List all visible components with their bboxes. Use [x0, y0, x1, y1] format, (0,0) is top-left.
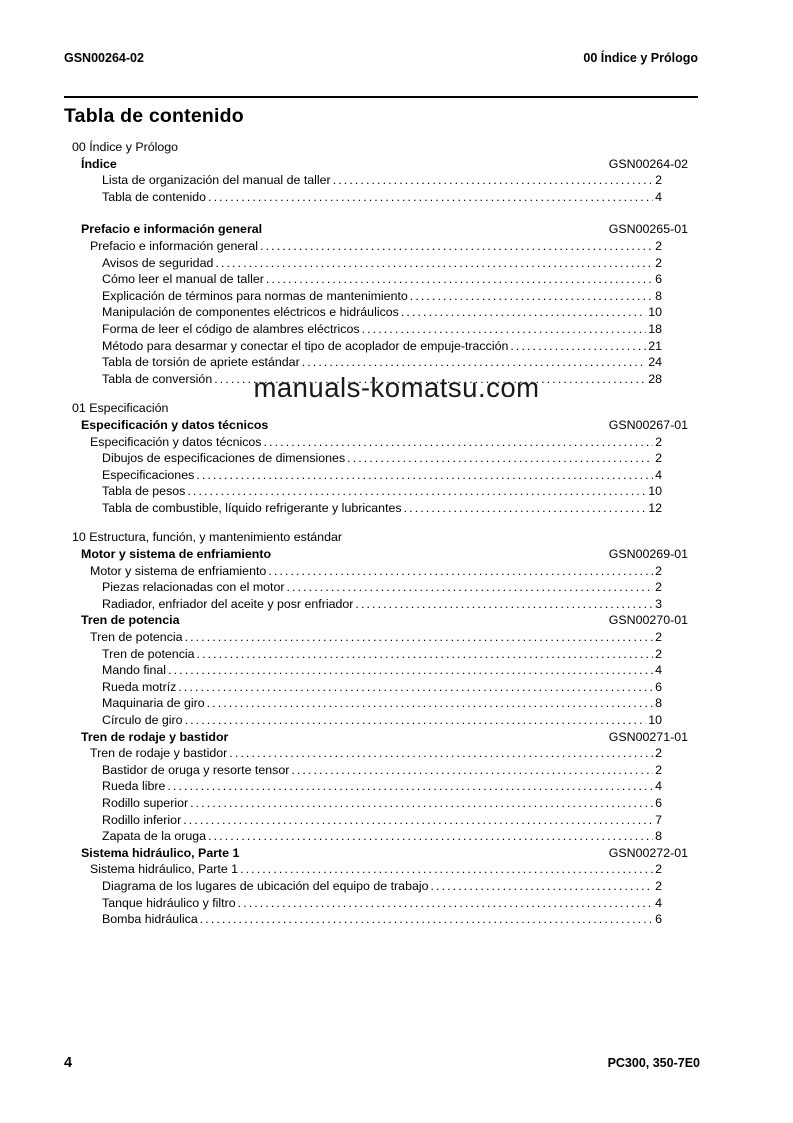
toc-entry-label: Forma de leer el código de alambres eléctricos: [102, 321, 360, 336]
toc-entry-page: 2: [655, 173, 662, 188]
toc-leader-dots: [260, 238, 653, 255]
toc-leader-dots: [287, 579, 654, 596]
toc-entry-row: [102, 596, 662, 613]
toc-leader-dots: [200, 911, 653, 928]
toc-entry-label: Bastidor de oruga y resorte tensor: [102, 762, 290, 777]
toc-section: [64, 400, 698, 516]
toc-entry-label: Tren de potencia: [102, 646, 195, 661]
toc-leader-dots: [268, 563, 653, 580]
toc-chapter-row: [81, 417, 688, 434]
toc-chapter-row: [81, 221, 688, 238]
toc-leader-dots: [240, 861, 653, 878]
toc-leader-dots: [291, 762, 653, 779]
toc-chapter-code: GSN00272-01: [608, 845, 688, 860]
toc-entry-page: 6: [655, 795, 662, 810]
toc-entry-page: 10: [648, 305, 662, 320]
toc-entry-page: 2: [655, 746, 662, 761]
toc-leader-dots: [167, 778, 653, 795]
toc-entry-label: Tren de rodaje y bastidor: [90, 746, 228, 761]
toc-leader-dots: [266, 271, 653, 288]
watermark: manuals-komatsu.com: [253, 372, 540, 403]
toc-entry-label: Lista de organización del manual de taller: [102, 173, 331, 188]
toc-leader-dots: [347, 450, 653, 467]
toc-leader-dots: [510, 338, 646, 355]
header-section-title: 00 Índice y Prólogo: [583, 51, 698, 65]
toc-entry-row: [102, 695, 662, 712]
toc-entry-row: [90, 434, 662, 451]
toc-entry-page: 2: [655, 580, 662, 595]
toc-entry-row: [102, 895, 662, 912]
toc-leader-dots: [238, 895, 653, 912]
toc-chapter-row: [81, 612, 688, 629]
toc-entry-row: [90, 563, 662, 580]
toc-entry-label: Rodillo inferior: [102, 812, 182, 827]
page-title: Tabla de contenido: [64, 105, 244, 127]
toc-chapter-code: GSN00267-01: [608, 417, 688, 432]
toc-chapter-title: Tren de rodaje y bastidor: [81, 729, 229, 744]
toc-leader-dots: [302, 354, 647, 371]
toc-leader-dots: [185, 712, 647, 729]
toc-entry-page: 4: [655, 663, 662, 678]
toc-leader-dots: [431, 878, 654, 895]
toc-entry-label: Prefacio e información general: [90, 238, 259, 253]
toc-leader-dots: [208, 828, 653, 845]
toc-section-label: 10 Estructura, función, y mantenimiento estándar: [72, 530, 342, 545]
toc-entry-page: 4: [655, 189, 662, 204]
toc-entry-label: Zapata de la oruga: [102, 829, 207, 844]
toc-entry-row: [102, 288, 662, 305]
toc-entry-row: [102, 321, 662, 338]
toc-entry-label: Dibujos de especificaciones de dimensiones: [102, 451, 346, 466]
toc-entry-label: Rodillo superior: [102, 795, 189, 810]
toc-entry-row: [102, 911, 662, 928]
toc-leader-dots: [362, 321, 647, 338]
toc-entry-page: 6: [655, 272, 662, 287]
toc-entry-label: Manipulación de componentes eléctricos e hidráulicos: [102, 305, 399, 320]
toc-chapter-title: Motor y sistema de enfriamiento: [81, 547, 272, 562]
toc-chapter-row: [81, 845, 688, 862]
toc-entry-label: Cómo leer el manual de taller: [102, 272, 264, 287]
toc-leader-dots: [168, 662, 653, 679]
toc-entry-page: 8: [655, 696, 662, 711]
toc-entry-page: 8: [655, 288, 662, 303]
toc-entry-page: 2: [655, 630, 662, 645]
toc-entry-row: [102, 579, 662, 596]
toc-leader-dots: [229, 745, 653, 762]
toc-entry-row: [102, 878, 662, 895]
toc-entry-row: [90, 745, 662, 762]
toc-entry-row: [102, 712, 662, 729]
toc-leader-dots: [197, 646, 654, 663]
toc-chapter-code: GSN00269-01: [608, 547, 688, 562]
toc-entry-row: [102, 304, 662, 321]
toc-entry-page: 6: [655, 679, 662, 694]
toc-entry-row: [102, 338, 662, 355]
toc-entry-row: [90, 861, 662, 878]
toc-entry-label: Sistema hidráulico, Parte 1: [90, 862, 239, 877]
toc-entry-label: Especificación y datos técnicos: [90, 434, 262, 449]
toc-leader-dots: [215, 255, 653, 272]
toc-entry-label: Círculo de giro: [102, 713, 183, 727]
toc-entry-row: [102, 828, 662, 845]
toc-section-label: 01 Especificación: [72, 401, 169, 416]
toc-chapter-title: Especificación y datos técnicos: [81, 417, 269, 432]
toc-entry-page: 2: [655, 646, 662, 661]
toc-leader-dots: [190, 795, 653, 812]
toc-entry-page: 24: [648, 355, 662, 370]
toc-chapter-code: GSN00270-01: [608, 613, 688, 628]
toc-entry-row: [102, 255, 662, 272]
toc-entry-label: Tabla de contenido: [102, 189, 207, 204]
toc-entry-page: 7: [655, 812, 662, 827]
toc-entry-label: Mando final: [102, 663, 167, 678]
toc-entry-label: Tabla de pesos: [102, 484, 186, 499]
toc-entry-page: 6: [655, 912, 662, 927]
toc-entry-page: 21: [648, 338, 662, 353]
toc-entry-page: 28: [648, 371, 662, 386]
toc-entry-row: [102, 467, 662, 484]
toc-section-label: 00 Índice y Prólogo: [72, 140, 179, 154]
toc-chapter-row: [81, 729, 688, 746]
toc-chapter-row: [81, 156, 688, 173]
toc-entry-page: 2: [655, 878, 662, 893]
toc-entry-row: [102, 795, 662, 812]
toc-entry-page: 18: [648, 321, 662, 336]
toc-entry-row: [102, 371, 662, 388]
toc-section: [64, 139, 698, 387]
toc-entry-row: [102, 762, 662, 779]
toc-leader-dots: [355, 596, 653, 613]
toc-chapter-title: Prefacio e información general: [81, 222, 263, 237]
toc-entry-label: Motor y sistema de enfriamiento: [90, 563, 267, 578]
footer-model: PC300, 350-7E0: [607, 1056, 700, 1070]
toc-entry-row: [102, 679, 662, 696]
toc-leader-dots: [187, 483, 646, 500]
toc-entry-label: Tabla de conversión: [102, 371, 213, 386]
toc-entry-label: Especificaciones: [102, 467, 195, 482]
toc-entry-label: Rueda libre: [102, 779, 166, 794]
table-of-contents: [64, 139, 698, 928]
toc-leader-dots: [185, 629, 654, 646]
toc-entry-row: [102, 450, 662, 467]
header-doc-code: GSN00264-02: [64, 51, 144, 65]
toc-entry-page: 4: [655, 895, 662, 910]
toc-entry-row: [102, 778, 662, 795]
toc-entry-row: [102, 812, 662, 829]
toc-entry-row: [102, 662, 662, 679]
toc-leader-dots: [410, 288, 653, 305]
toc-entry-label: Tanque hidráulico y filtro: [102, 895, 236, 910]
toc-leader-dots: [333, 172, 653, 189]
toc-entry-row: [102, 483, 662, 500]
toc-entry-label: Bomba hidráulica: [102, 912, 198, 927]
toc-chapter-title: Tren de potencia: [81, 613, 180, 628]
toc-entry-row: [102, 271, 662, 288]
toc-entry-page: 4: [655, 467, 662, 482]
header-rule: [64, 96, 698, 98]
toc-leader-dots: [208, 189, 653, 206]
toc-entry-label: Diagrama de los lugares de ubicación del equipo de trabajo: [102, 878, 429, 893]
toc-leader-dots: [196, 467, 653, 484]
toc-entry-label: Tabla de combustible, líquido refrigerante y lubricantes: [102, 500, 402, 515]
toc-entry-page: 3: [655, 596, 662, 611]
toc-leader-dots: [178, 679, 653, 696]
toc-entry-page: 10: [648, 713, 662, 727]
toc-entry-page: 2: [655, 238, 662, 253]
toc-entry-label: Maquinaria de giro: [102, 696, 205, 711]
toc-entry-row: [102, 189, 662, 206]
toc-entry-page: 8: [655, 829, 662, 844]
toc-entry-label: Piezas relacionadas con el motor: [102, 580, 285, 595]
toc-entry-page: 10: [648, 484, 662, 499]
toc-entry-row: [102, 172, 662, 189]
toc-entry-label: Tabla de torsión de apriete estándar: [102, 355, 300, 370]
toc-entry-page: 4: [655, 779, 662, 794]
toc-leader-dots: [264, 434, 654, 451]
toc-entry-row: [102, 500, 662, 517]
toc-entry-page: 2: [655, 451, 662, 466]
toc-entry-page: 2: [655, 255, 662, 270]
toc-entry-label: Avisos de seguridad: [102, 255, 214, 270]
toc-leader-dots: [214, 371, 646, 388]
toc-chapter-title: Sistema hidráulico, Parte 1: [81, 845, 240, 860]
toc-entry-row: [90, 629, 662, 646]
toc-chapter-code: GSN00271-01: [608, 729, 688, 744]
toc-entry-page: 2: [655, 762, 662, 777]
toc-leader-dots: [401, 304, 646, 321]
toc-entry-page: 2: [655, 434, 662, 449]
toc-chapter-code: GSN00265-01: [608, 222, 688, 237]
toc-leader-dots: [183, 812, 653, 829]
toc-entry-row: [90, 238, 662, 255]
toc-entry-page: 12: [648, 500, 662, 515]
toc-entry-row: [102, 646, 662, 663]
footer-page-number: 4: [64, 1055, 73, 1071]
toc-chapter-title: Índice: [81, 156, 117, 171]
page-header: [64, 0, 698, 66]
toc-entry-page: 2: [655, 563, 662, 578]
toc-chapter-row: [81, 546, 688, 563]
toc-entry-row: [102, 354, 662, 371]
toc-entry-label: Rueda motríz: [102, 679, 177, 694]
toc-leader-dots: [404, 500, 647, 517]
page-footer: [64, 1055, 700, 1071]
toc-entry-page: 2: [655, 862, 662, 877]
toc-entry-label: Radiador, enfriador del aceite y posr enfriador: [102, 596, 354, 611]
toc-leader-dots: [207, 695, 653, 712]
toc-entry-label: Tren de potencia: [90, 630, 183, 645]
toc-entry-label: Explicación de términos para normas de mantenimiento: [102, 288, 408, 303]
toc-section: [64, 529, 698, 927]
toc-chapter-code: GSN00264-02: [608, 156, 688, 171]
toc-entry-label: Método para desarmar y conectar el tipo de acoplador de empuje-tracción: [102, 338, 509, 353]
